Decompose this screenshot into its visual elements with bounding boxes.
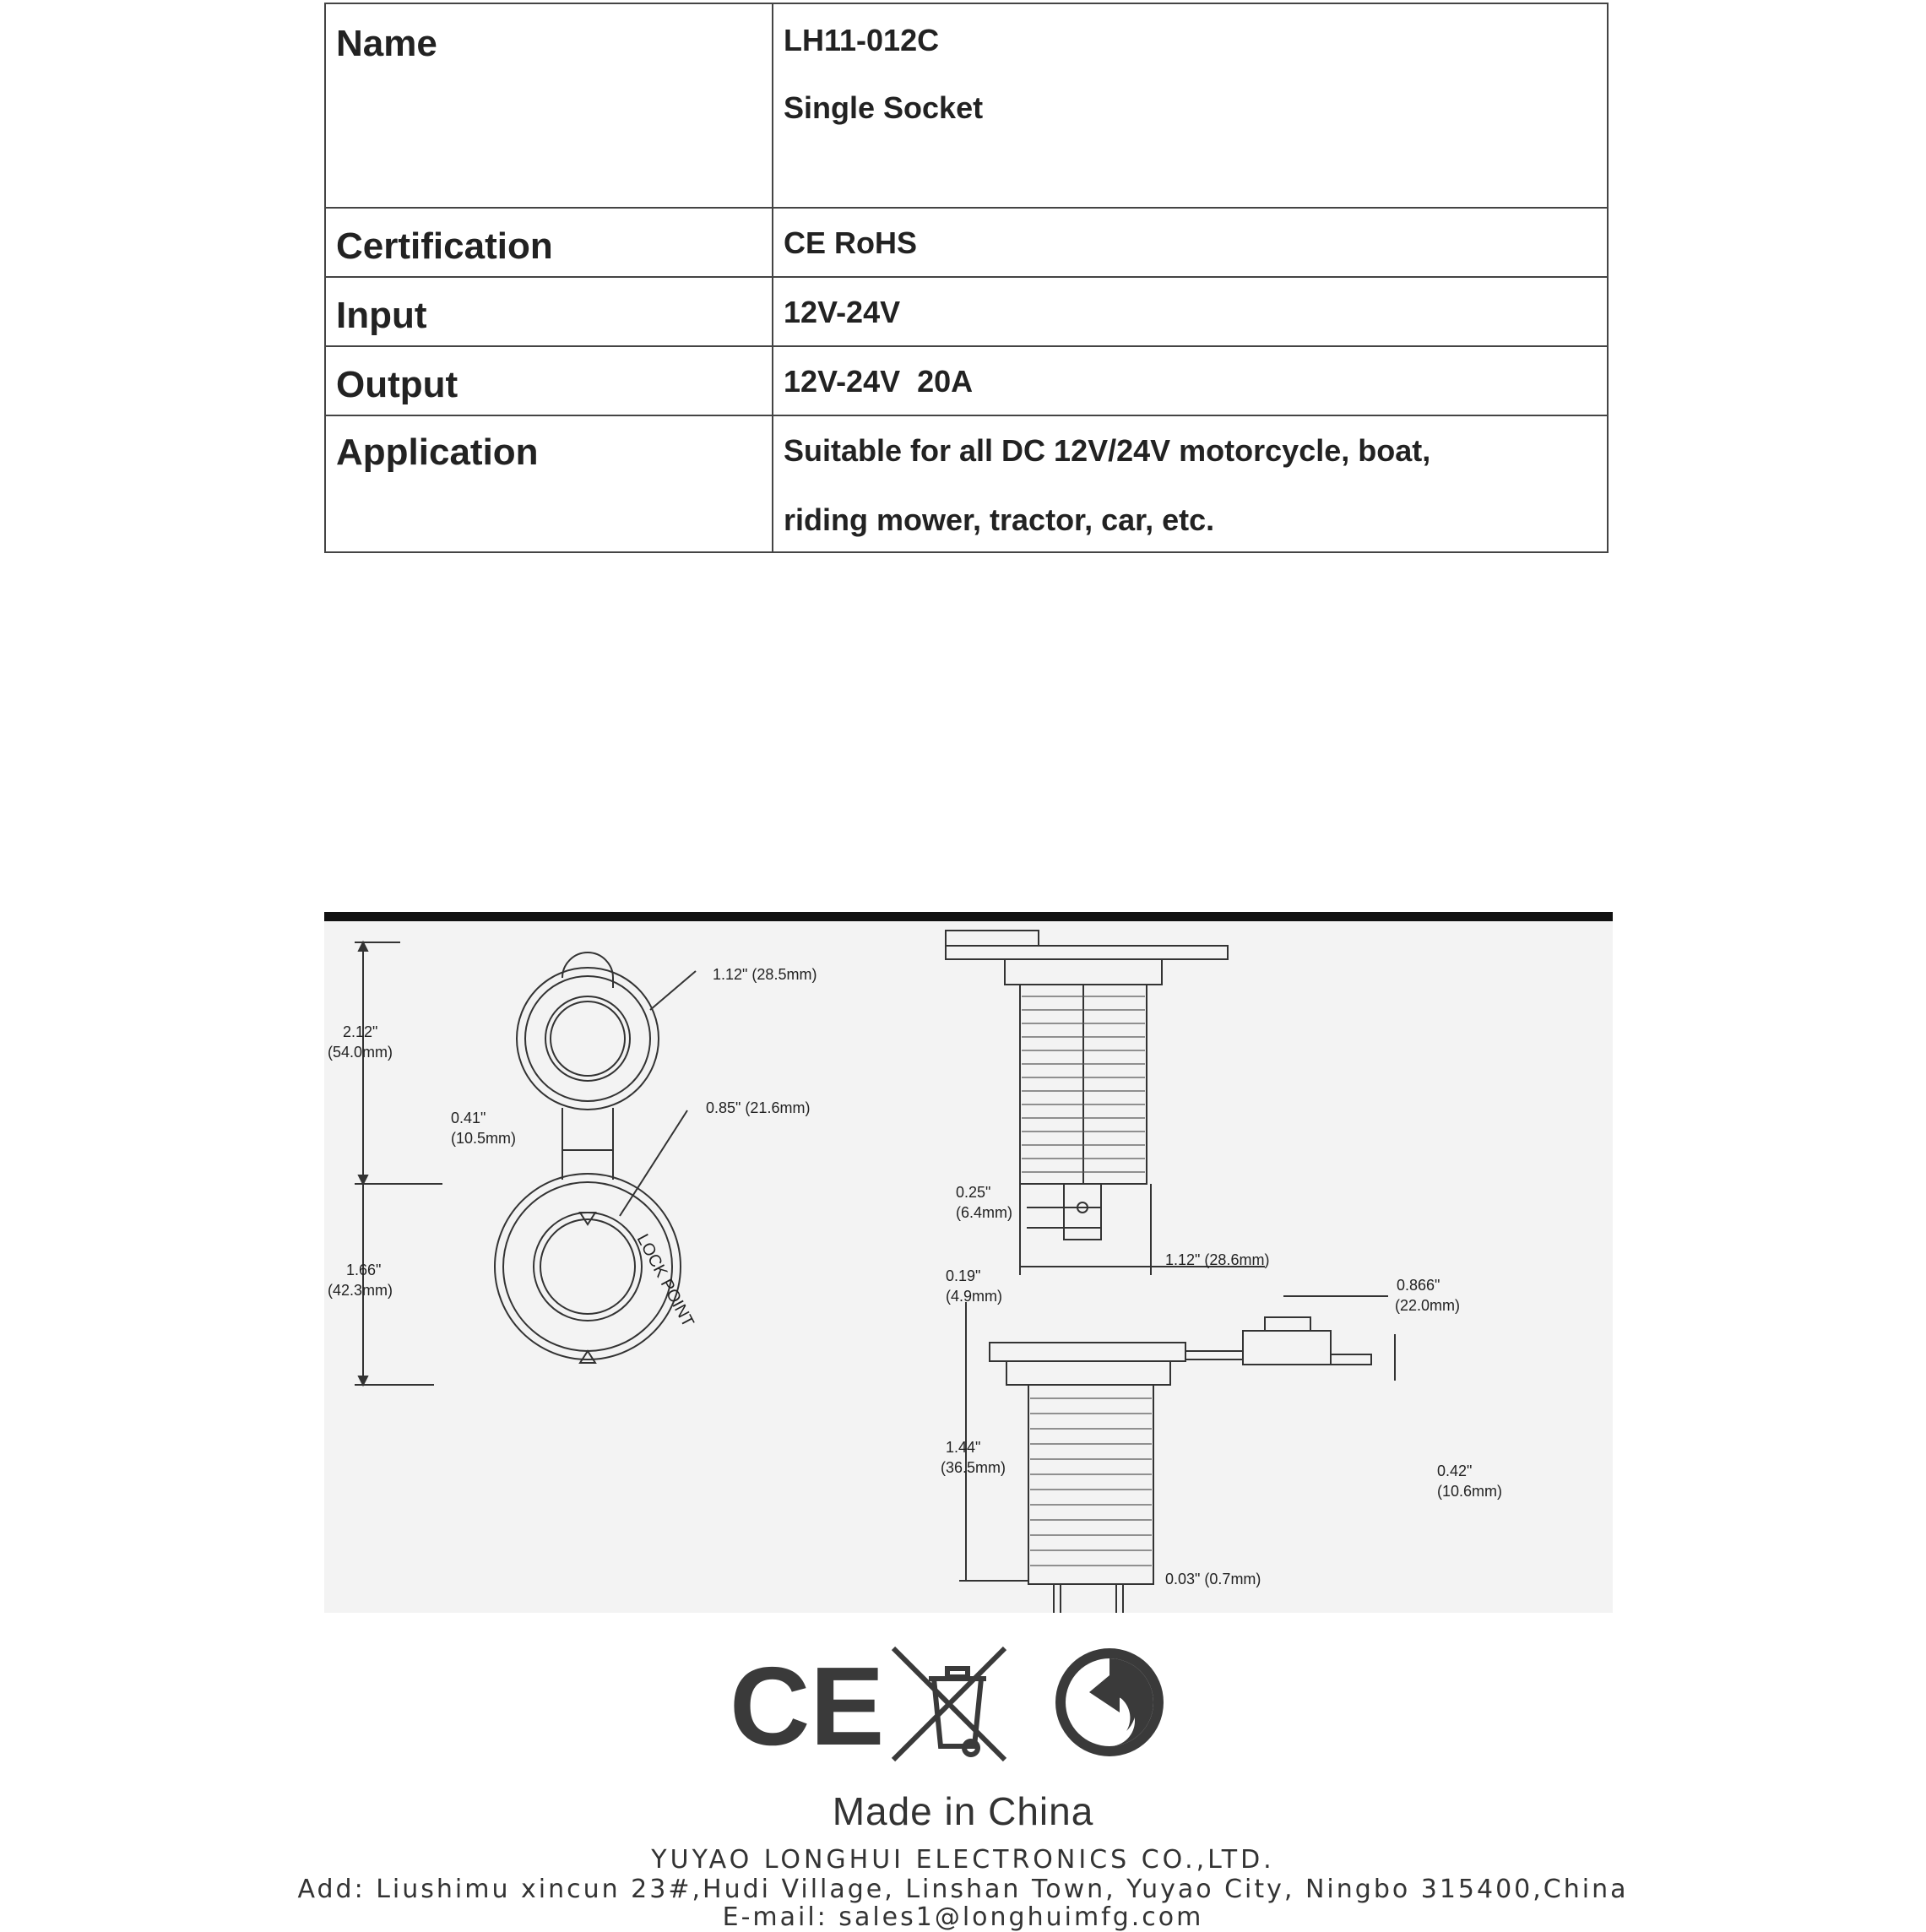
dim-cap-width-mm: (22.0mm) — [1395, 1297, 1461, 1314]
spec-value-cell — [773, 208, 1608, 277]
dim-body-height-in: 1.44" — [946, 1439, 981, 1456]
dim-total-height-mm: (54.0mm) — [328, 1044, 393, 1061]
spec-label-cell — [325, 415, 773, 552]
dim-cap-diameter: 1.12" (28.5mm) — [713, 966, 817, 983]
spec-label-name: Name — [336, 23, 437, 64]
drawing-top-bar — [324, 912, 1613, 921]
dim-terminal-in: 0.25" — [956, 1184, 991, 1201]
spec-value-certification: CE RoHS — [784, 225, 918, 260]
spec-row-certification — [325, 208, 1608, 277]
spec-value-output: 12V-24V 20A — [784, 364, 974, 399]
spec-row-output — [325, 346, 1608, 415]
dim-strap-width-in: 0.41" — [451, 1110, 486, 1126]
spec-value-application-line2: riding mower, tractor, car, etc. — [784, 502, 1215, 537]
spec-value-cell — [773, 3, 1608, 208]
weee-crossed-bin-icon — [893, 1648, 1005, 1760]
spec-row-application — [325, 415, 1608, 552]
spec-value-model: LH11-012C — [784, 23, 940, 57]
spec-value-application-line1: Suitable for all DC 12V/24V motorcycle, boat, — [784, 433, 1431, 468]
spec-label-application: Application — [336, 431, 539, 473]
spec-value-product-type: Single Socket — [784, 90, 984, 125]
made-in-label: Made in China — [832, 1789, 1094, 1833]
spec-value-cell — [773, 346, 1608, 415]
spec-label-input: Input — [336, 295, 427, 336]
company-email: E-mail: sales1@longhuimfg.com — [722, 1902, 1204, 1932]
dim-cap-height-mm: (10.6mm) — [1437, 1483, 1503, 1500]
spec-label-cell — [325, 3, 773, 208]
dim-total-height-in: 2.12" — [343, 1023, 378, 1040]
spec-label-output: Output — [336, 364, 458, 405]
dim-strap-width-mm: (10.5mm) — [451, 1130, 517, 1147]
spec-label-certification: Certification — [336, 225, 553, 267]
spec-label-cell — [325, 208, 773, 277]
dim-flange-in: 0.19" — [946, 1267, 981, 1284]
dim-body-height-mm: (36.5mm) — [941, 1459, 1006, 1476]
dim-cap-height-in: 0.42" — [1437, 1463, 1473, 1479]
spec-row-input — [325, 277, 1608, 346]
company-address: Add: Liushimu xincun 23#,Hudi Village, Linshan Town, Yuyao City, Ningbo 315400,China — [297, 1875, 1629, 1904]
dim-cap-width-in: 0.866" — [1397, 1277, 1440, 1294]
dim-flange-mm: (4.9mm) — [946, 1288, 1002, 1305]
dim-lower-height-in: 1.66" — [346, 1262, 382, 1278]
spec-label-cell — [325, 277, 773, 346]
spec-value-input: 12V-24V — [784, 295, 901, 329]
ce-mark-text: CE — [730, 1645, 885, 1763]
dim-lower-height-mm: (42.3mm) — [328, 1282, 393, 1299]
spec-value-cell — [773, 415, 1608, 552]
spec-row-name — [325, 3, 1608, 208]
lock-point-label: LOCK POINT — [632, 1231, 697, 1331]
dim-pin-thickness: 0.03" (0.7mm) — [1165, 1571, 1261, 1587]
green-dot-recycling-icon — [1055, 1648, 1164, 1756]
technical-drawing — [324, 912, 1613, 1613]
spec-table — [324, 3, 1609, 553]
company-name: YUYAO LONGHUI ELECTRONICS CO.,LTD. — [651, 1845, 1275, 1875]
certification-icons — [726, 1645, 1182, 1763]
spec-value-cell — [773, 277, 1608, 346]
dim-terminal-mm: (6.4mm) — [956, 1204, 1012, 1221]
dim-body-diameter: 1.12" (28.6mm) — [1165, 1251, 1270, 1268]
dim-inner-diameter: 0.85" (21.6mm) — [706, 1099, 811, 1116]
spec-label-cell — [325, 346, 773, 415]
ce-mark-icon — [730, 1645, 884, 1763]
